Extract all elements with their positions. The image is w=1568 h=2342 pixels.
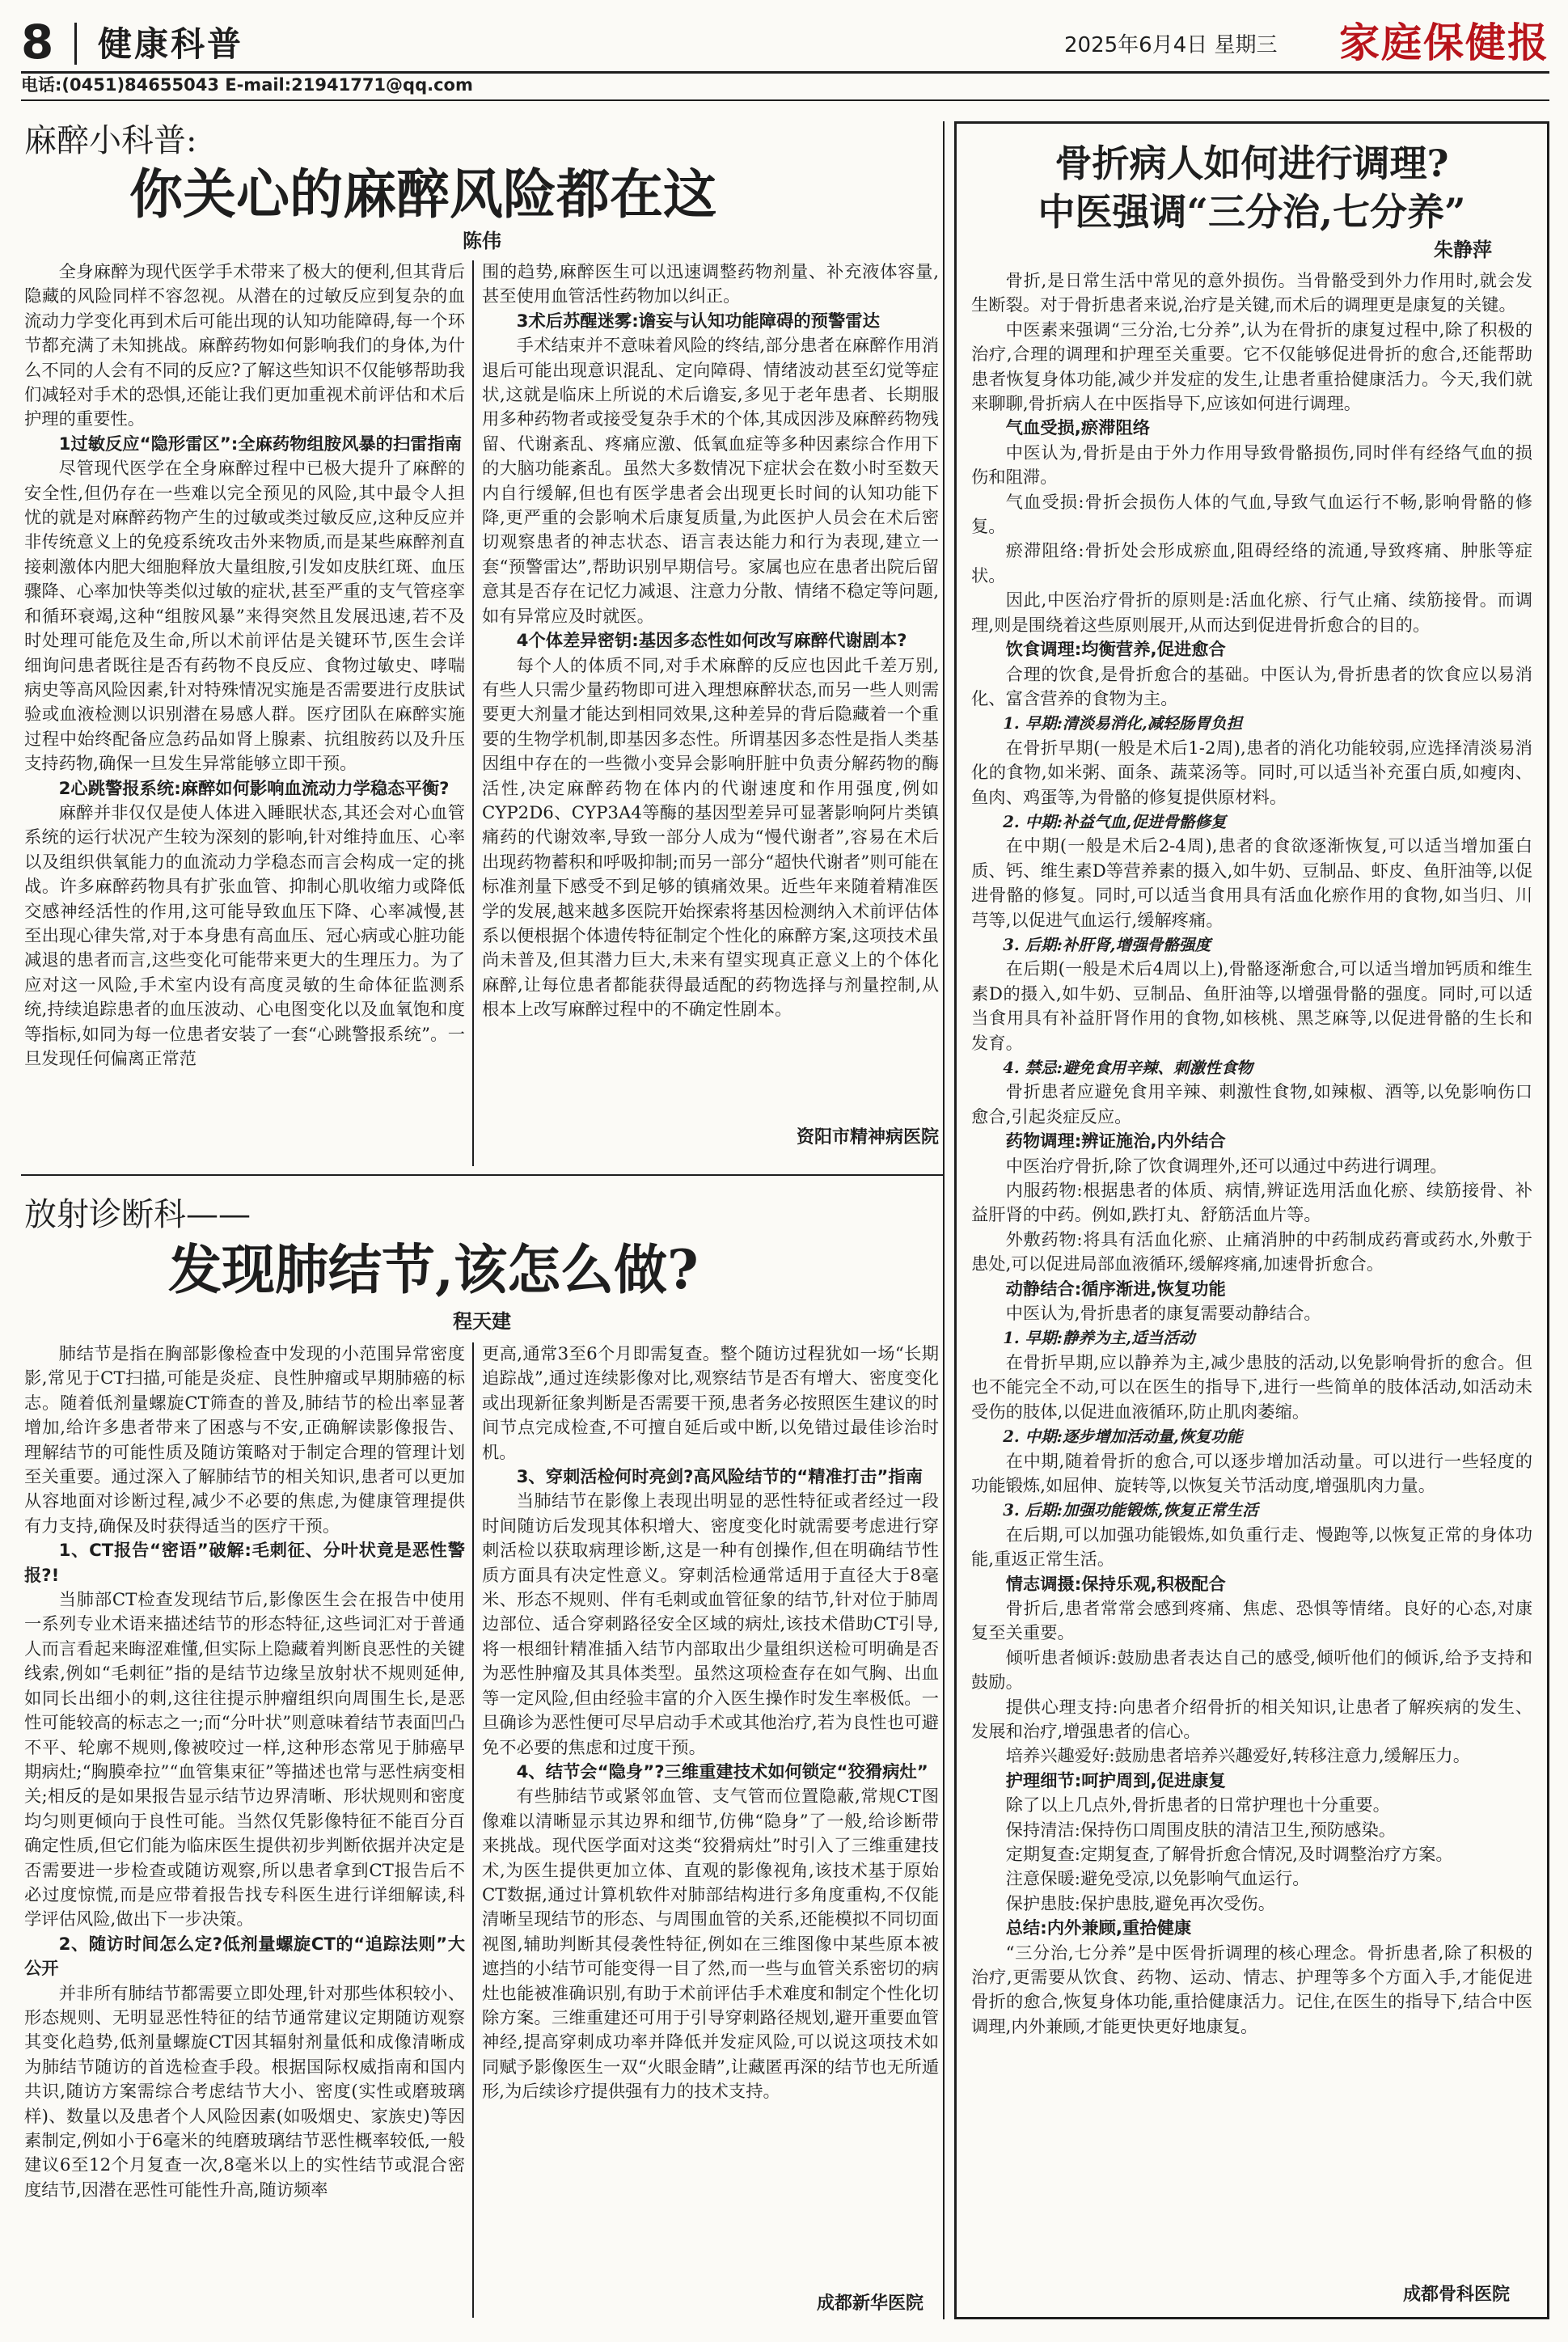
article1-column-1 [24, 260, 465, 1090]
paragraph: 倾听患者倾诉:鼓励患者表达自己的感受,倾听他们的倾诉,给予支持和鼓励。 [971, 1647, 1532, 1693]
article2-column-1 [24, 1342, 465, 2319]
paragraph: 瘀滞阻络:骨折处会形成瘀血,阻碍经络的流通,导致疼痛、肿胀等症状。 [971, 541, 1532, 586]
article-separator [21, 1174, 943, 1176]
contact-line: 电话:(0451)84655043 E-mail:21941771@qq.com [21, 75, 473, 95]
subheading: 2. 中期:逐步增加活动量,恢复功能 [1003, 1427, 1243, 1447]
paragraph: 中医认为,骨折患者的康复需要动静结合。 [1005, 1304, 1321, 1325]
subheading: 2. 中期:补益气血,促进骨骼修复 [1003, 812, 1227, 831]
paragraph: 骨折后,患者常常会感到疼痛、焦虑、恐惧等情绪。良好的心态,对康复至关重要。 [971, 1598, 1532, 1644]
subheading: 3. 后期:加强功能锻炼,恢复正常生活 [1003, 1501, 1258, 1520]
subheading: 3术后苏醒迷雾:谵妄与认知功能障碍的预警雷达 [516, 311, 880, 332]
masthead-divider [74, 23, 77, 65]
article2-author: 程天建 [453, 1309, 511, 1333]
paragraph: 外敷药物:将具有活血化瘀、止痛消肿的中药制成药膏或药水,外敷于患处,可以促进局部血液循环,缓解疼痛,加速骨折愈合。 [971, 1229, 1532, 1275]
paragraph: 每个人的体质不同,对手术麻醉的反应也因此千差万别,有些人只需少量药物即可进入理想麻醉状态,而另一些人则需要更大剂量才能达到相同效果,这种差异的背后隐藏着一个重要的生物学机制,即基因多态性。所谓基因多态性是指人类基因组中存在的一些微小变异会影响肝脏中负责分解药物的酶活性,决定麻醉药物在体内的代谢速度和作用强度,例如CYP2D6、CYP3A4等酶的基因型差异可显著影响阿片类镇痛药的代谢效率,导致一部分人成为“慢代谢者”,容易在术后出现药物蓄积和呼吸抑制;而另一部分“超快代谢者”则可能在标准剂量下感受不到足够的镇痛效果。近些年来随着精准医学的发展,越来越多医院开始探索将基因检测纳入术前评估体系以便根据个体遗传特征制定个性化的麻醉方案,这项技术虽尚未普及,但其潜力巨大,未来有望实现真正意义上的个体化麻醉,让每位患者都能获得最适配的药物选择与剂量控制,从根本上改写麻醉过程中的不确定性剧本。 [482, 655, 939, 1021]
subheading: 1. 早期:清淡易消化,减轻肠胃负担 [1003, 714, 1243, 733]
paragraph: 在骨折早期(一般是术后1-2周),患者的消化功能较弱,应选择清淡易消化的食物,如米粥、面条、蔬菜汤等。同时,可以适当补充蛋白质,如瘦肉、鱼肉、鸡蛋等,为骨骼的修复提供原材料。 [971, 738, 1532, 808]
subheading: 4. 禁忌:避免食用辛辣、刺激性食物 [1003, 1059, 1253, 1077]
paragraph: 注意保暖:避免受凉,以免影响气血运行。 [1005, 1869, 1310, 1890]
subheading: 总结:内外兼顾,重拾健康 [1005, 1918, 1192, 1939]
masthead [21, 16, 1549, 71]
article2-kicker: 放射诊断科—— [24, 1196, 251, 1233]
article2-column-divider [472, 1342, 474, 2318]
paragraph: 骨折,是日常生活中常见的意外损伤。当骨骼受到外力作用时,就会发生断裂。对于骨折患者来说,治疗是关键,而术后的调理更是康复的关键。 [971, 271, 1532, 316]
paragraph: 合理的饮食,是骨折愈合的基础。中医认为,骨折患者的饮食应以易消化、富含营养的食物为主。 [971, 664, 1532, 709]
paragraph: 当肺结节在影像上表现出明显的恶性特征或者经过一段时间随访后发现其体积增大、密度变化时就需要考虑进行穿刺活检以获取病理诊断,这是一种有创操作,但在明确结节性质方面具有决定性意义。穿刺活检通常适用于直径大于8毫米、形态不规则、伴有毛刺或血管征象的结节,针对位于肺周边部位、适合穿刺路径安全区域的病灶,该技术借助CT引导,将一根细针精准插入结节内部取出少量组织送检可明确是否为恶性肿瘤及其具体类型。虽然这项检查存在如气胸、出血等一定风险,但由经验丰富的介入医生操作时发生率极低。一旦确诊为恶性便可尽早启动手术或其他治疗,若为良性也可避免不必要的焦虑和过度干预。 [482, 1491, 939, 1758]
paragraph: 麻醉并非仅仅是使人体进入睡眠状态,其还会对心血管系统的运行状况产生较为深刻的影响,针对维持血压、心率以及组织供氧能力的血流动力学稳态而言会构成一定的挑战。许多麻醉药物具有扩张血管、抑制心肌收缩力或降低交感神经活性的作用,这可能导致血压下降、心率减慢,甚至出现心律失常,对于本身患有高血压、冠心病或心脏功能减退的患者而言,这些变化可能带来更大的生理压力。为了应对这一风险,手术室内设有高度灵敏的生命体征监测系统,持续追踪患者的血压波动、心电图变化以及血氧饱和度等指标,如同为每一位患者安装了一套“心跳警报系统”。一旦发现任何偏离正常范 [24, 802, 465, 1069]
subheading: 1过敏反应“隐形雷区”:全麻药物组胺风暴的扫雷指南 [58, 433, 463, 454]
paragraph: 中医认为,骨折是由于外力作用导致骨骼损伤,同时伴有经络气血的损伤和阻滞。 [971, 442, 1532, 488]
paragraph: 在后期,可以加强功能锻炼,如负重行走、慢跑等,以恢复正常的身体功能,重返正常生活。 [971, 1524, 1532, 1570]
paragraph: 在后期(一般是术后4周以上),骨骼逐渐愈合,可以适当增加钙质和维生素D的摄入,如牛奶、豆制品、鱼肝油等,以增强骨骼的强度。同时,可以适当食用具有补益肝肾作用的食物,如核桃、黑芝麻等,以促进骨骼的生长和发育。 [971, 959, 1532, 1054]
paragraph: 培养兴趣爱好:鼓励患者培养兴趣爱好,转移注意力,缓解压力。 [1005, 1746, 1471, 1767]
subheading: 3. 后期:补肝肾,增强骨骼强度 [1003, 935, 1211, 954]
article2-title: 发现肺结节,该怎么做? [168, 1238, 699, 1301]
paragraph: 在中期,随着骨折的愈合,可以逐步增加活动量。可以进行一些轻度的功能锻炼,如屈伸、旋转等,以恢复关节活动度,增强肌肉力量。 [971, 1451, 1532, 1496]
paragraph: 当肺部CT检查发现结节后,影像医生会在报告中使用一系列专业术语来描述结节的形态特征,这些词汇对于普通人而言看起来晦涩难懂,但实际上隐藏着判断良恶性的关键线索,例如“毛刺征”指的是结节边缘呈放射状不规则延伸,如同长出细小的刺,这往往提示肿瘤组织向周围生长,是恶性可能较高的标志之一;而“分叶状”则意味着结节表面凹凸不平、轮廓不规则,像被咬过一样,这种形态常见于肺癌早期病灶;“胸膜牵拉”“血管集束征”等描述也常与恶性病变相关;相反的是如果报告显示结节边界清晰、形状规则和密度均匀则更倾向于良性可能。当然仅凭影像特征不能百分百确定性质,但它们能为临床医生提供初步判断依据并决定是否需要进一步检查或随访观察,所以患者拿到CT报告后不必过度惊慌,而是应带着报告找专科医生进行详细解读,科学评估风险,做出下一步决策。 [24, 1590, 465, 1930]
subheading: 2、随访时间怎么定?低剂量螺旋CT的“追踪法则”大公开 [24, 1934, 465, 1980]
article1-column-2 [482, 260, 939, 1110]
article3-body [971, 269, 1532, 2275]
paragraph: 全身麻醉为现代医学手术带来了极大的便利,但其背后隐藏的风险同样不容忽视。从潜在的过敏反应到复杂的血流动力学变化再到术后可能出现的认知功能障碍,每一个环节都充满了未知挑战。麻醉药物如何影响我们的身体,为什么不同的人会有不同的反应?了解这些知识不仅能够帮助我们减轻对手术的恐惧,还能让我们更加重视术前评估和术后护理的重要性。 [24, 262, 465, 430]
subheading: 1、CT报告“密语”破解:毛刺征、分叶状竟是恶性警报?! [24, 1541, 465, 1586]
page-column-divider [943, 121, 945, 2319]
contact-rule [21, 99, 1549, 101]
paragraph: 保护患肢:保护患肢,避免再次受伤。 [1005, 1893, 1275, 1914]
paragraph: 在中期(一般是术后2-4周),患者的食欲逐渐恢复,可以适当增加蛋白质、钙、维生素D等营养素的摄入,如牛奶、豆制品、虾皮、鱼肝油等,以促进骨骼的修复。同时,可以适当食用具有活血化瘀作用的食物,如当归、川芎等,以促进气血运行,缓解疼痛。 [971, 836, 1532, 931]
subheading: 护理细节:呵护周到,促进康复 [1005, 1770, 1226, 1791]
paragraph: 围的趋势,麻醉医生可以迅速调整药物剂量、补充液体容量,甚至使用血管活性药物加以纠正。 [482, 262, 939, 307]
article3-title-line1: 骨折病人如何进行调理? [1054, 142, 1449, 185]
subheading: 情志调摄:保持乐观,积极配合 [1005, 1574, 1226, 1595]
paragraph: 定期复查:定期复查,了解骨折愈合情况,及时调整治疗方案。 [1005, 1845, 1453, 1865]
paragraph: 因此,中医治疗骨折的原则是:活血化瘀、行气止痛、续筋接骨。而调理,则是围绕着这些原则展开,从而达到促进骨折愈合的目的。 [971, 590, 1532, 636]
page-number: 8 [21, 15, 54, 70]
paragraph: 有些肺结节或紧邻血管、支气管而位置隐蔽,常规CT图像难以清晰显示其边界和细节,仿佛“隐身”了一般,给诊断带来挑战。现代医学面对这类“狡猾病灶”时引入了三维重建技术,为医生提供更加立体、直观的影像视角,该技术基于原始CT数据,通过计算机软件对肺部结构进行多角度重构,不仅能清晰呈现结节的形态、与周围血管的关系,还能模拟不同切面视图,辅助判断其侵袭性特征,例如在三维图像中某些原本被遮挡的小结节可能变得一目了然,而一些与血管关系密切的病灶也能被准确识别,有助于术前评估手术难度和制定个性化切除方案。三维重建还可用于引导穿刺路径规划,避开重要血管神经,提高穿刺成功率并降低并发症风险,可以说这项技术如同赋予影像医生一双“火眼金睛”,让藏匿再深的结节也无所遁形,为后续诊疗提供强有力的技术支持。 [482, 1786, 939, 2103]
paragraph: 保持清洁:保持伤口周围皮肤的清洁卫生,预防感染。 [1005, 1820, 1397, 1841]
paragraph: 更高,通常3至6个月即需复查。整个随访过程犹如一场“长期追踪战”,通过连续影像对比,观察结节是否有增大、密度变化或出现新征象判断是否需要干预,患者务必按照医生建议的时间节点完成检查,不可擅自延后或中断,以免错过最佳诊治时机。 [482, 1344, 939, 1463]
paragraph: 肺结节是指在胸部影像检查中发现的小范围异常密度影,常见于CT扫描,可能是炎症、良性肿瘤或早期肺癌的标志。随着低剂量螺旋CT筛查的普及,肺结节的检出率显著增加,给许多患者带来了困惑与不安,正确解读影像报告、理解结节的可能性质及随访策略对于制定合理的管理计划至关重要。通过深入了解肺结节的相关知识,患者可以更加从容地面对诊断过程,减少不必要的焦虑,为健康管理提供有力支持,确保及时获得适当的医疗干预。 [24, 1344, 465, 1537]
article1-source: 资阳市精神病医院 [797, 1127, 940, 1148]
paragraph: “三分治,七分养”是中医骨折调理的核心理念。骨折患者,除了积极的治疗,更需要从饮食、药物、运动、情志、护理等多个方面入手,才能促进骨折的愈合,恢复身体功能,重拾健康活力。记住,在医生的指导下,结合中医调理,内外兼顾,才能更快更好地康复。 [971, 1943, 1532, 2037]
article3-title-line2: 中医强调“三分治,七分养” [1038, 190, 1466, 234]
subheading: 动静结合:循序渐进,恢复功能 [1005, 1279, 1226, 1300]
issue-date: 2025年6月4日 星期三 [1064, 33, 1278, 57]
paragraph: 在骨折早期,应以静养为主,减少患肢的活动,以免影响骨折的愈合。但也不能完全不动,可以在医生的指导下,进行一些简单的肢体活动,如活动未受伤的肢体,以促进血液循环,防止肌肉萎缩。 [971, 1352, 1532, 1423]
article1-title: 你关心的麻醉风险都在这 [129, 163, 716, 226]
subheading: 3、穿刺活检何时亮剑?高风险结节的“精准打击”指南 [516, 1467, 923, 1488]
paragraph: 中医素来强调“三分治,七分养”,认为在骨折的康复过程中,除了积极的治疗,合理的调理和护理至关重要。它不仅能够促进骨折的愈合,还能帮助患者恢复身体功能,减少并发症的发生,让患者重拾健康活力。今天,我们就来聊聊,骨折病人在中医指导下,应该如何进行调理。 [971, 319, 1532, 415]
paragraph: 提供心理支持:向患者介绍骨折的相关知识,让患者了解疾病的发生、发展和治疗,增强患者的信心。 [971, 1697, 1532, 1742]
paragraph: 中医治疗骨折,除了饮食调理外,还可以通过中药进行调理。 [1005, 1156, 1448, 1177]
subheading: 2心跳警报系统:麻醉如何影响血流动力学稳态平衡? [58, 778, 450, 799]
paragraph: 尽管现代医学在全身麻醉过程中已极大提升了麻醉的安全性,但仍存在一些难以完全预见的风险,其中最令人担忧的就是对麻醉药物产生的过敏或类过敏反应,这种反应并非传统意义上的免疫系统攻击外来物质,而是某些麻醉剂直接刺激体内肥大细胞释放大量组胺,引发如皮肤红斑、血压骤降、心率加快等类似过敏的症状,甚至严重的支气管痉挛和循环衰竭,这种“组胺风暴”来得突然且发展迅速,若不及时处理可能危及生命,所以术前评估是关键环节,医生会详细询问患者既往是否有药物不良反应、食物过敏史、哮喘病史等高风险因素,针对特殊情况实施是否需要进行皮肤试验或血液检测以识别潜在易感人群。医疗团队在麻醉实施过程中始终配备应急药品如肾上腺素、抗组胺药以及升压支持药物,确保一旦发生异常能够立即干预。 [24, 459, 465, 775]
subheading: 4个体差异密钥:基因多态性如何改写麻醉代谢剧本? [516, 631, 907, 652]
newspaper-brand: 家庭保健报 [1339, 19, 1549, 66]
subheading: 药物调理:辨证施治,内外结合 [1005, 1131, 1226, 1152]
article3-box [954, 121, 1549, 2319]
paragraph: 骨折患者应避免食用辛辣、刺激性食物,如辣椒、酒等,以免影响伤口愈合,引起炎症反应。 [971, 1082, 1532, 1127]
article3-author: 朱静萍 [1434, 238, 1492, 261]
article1-author: 陈伟 [463, 229, 501, 252]
article1-kicker: 麻醉小科普: [24, 122, 197, 159]
subheading: 1. 早期:静养为主,适当活动 [1003, 1329, 1195, 1348]
subheading: 4、结节会“隐身”?三维重建技术如何锁定“狡猾病灶” [516, 1761, 928, 1782]
paragraph: 除了以上几点外,骨折患者的日常护理也十分重要。 [1005, 1795, 1390, 1816]
article2-column-2 [482, 1342, 939, 2289]
paragraph: 内服药物:根据患者的体质、病情,辨证选用活血化瘀、续筋接骨、补益肝肾的中药。例如,跌打丸、舒筋活血片等。 [971, 1181, 1532, 1226]
article3-source: 成都骨科医院 [1403, 2285, 1511, 2305]
subheading: 饮食调理:均衡营养,促进愈合 [1005, 640, 1226, 661]
paragraph: 手术结束并不意味着风险的终结,部分患者在麻醉作用消退后可能出现意识混乱、定向障碍、情绪波动甚至幻觉等症状,这就是临床上所说的术后谵妄,多见于老年患者、长期服用多种药物者或接受复杂手术的个体,其成因涉及麻醉药物残留、代谢紊乱、疼痛应激、低氧血症等多种因素综合作用下的大脑功能紊乱。虽然大多数情况下症状会在数小时至数天内自行缓解,但也有医学患者会出现更长时间的认知功能下降,更严重的会影响术后康复质量,为此医护人员会在术后密切观察患者的神志状态、语言表达能力和行为表现,建立一套“预警雷达”,帮助识别早期信号。家属也应在患者出院后留意其是否存在记忆力减退、注意力分散、情绪不稳定等问题,如有异常应及时就医。 [482, 336, 939, 627]
section-title: 健康科普 [98, 24, 244, 64]
paragraph: 气血受损:骨折会损伤人体的气血,导致气血运行不畅,影响骨骼的修复。 [971, 492, 1532, 538]
subheading: 气血受损,瘀滞阻络 [1005, 418, 1151, 439]
article2-source: 成都新华医院 [817, 2293, 924, 2314]
paragraph: 并非所有肺结节都需要立即处理,针对那些体积较小、形态规则、无明显恶性特征的结节通常建议定期随访观察其变化趋势,低剂量螺旋CT因其辐射剂量低和成像清晰成为肺结节随访的首选检查手段。根据国际权威指南和国内共识,随访方案需综合考虑结节大小、密度(实性或磨玻璃样)、数量以及患者个人风险因素(如吸烟史、家族史)等因素制定,例如小于6毫米的纯磨玻璃结节恶性概率较低,一般建议6至12个月复查一次,8毫米以上的实性结节或混合密度结节,因潜在恶性可能性升高,随访频率 [24, 1983, 465, 2200]
article1-column-divider [472, 260, 474, 1166]
